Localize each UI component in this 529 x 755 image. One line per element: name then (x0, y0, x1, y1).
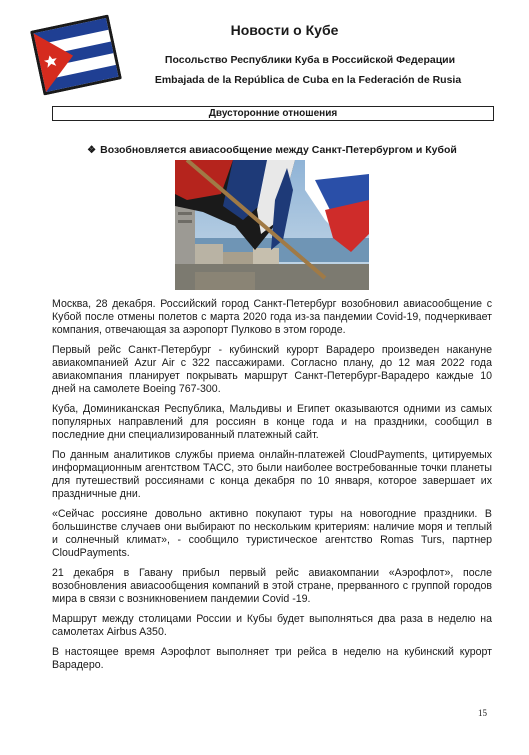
article-body (52, 298, 492, 679)
article-heading-text: Возобновляется авиасообщение между Санкт-Петербургом и Кубой (100, 144, 457, 156)
embassy-name-ru: Посольство Республики Куба в Российской Федерации (164, 54, 456, 66)
paragraph-6: 21 декабря в Гавану прибыл первый рейс авиакомпании «Аэрофлот», после возобновления авиасообщения компаний в этой стране, прерванного с группой городов мира в связи с возникновением пандемии Covid -19. (52, 567, 492, 605)
page-title: Новости о Кубе (230, 22, 339, 38)
paragraph-7: Маршрут между столицами России и Кубы будет выполняться два раза в неделю на самолетах Airbus A350. (52, 613, 492, 638)
paragraph-5: «Сейчас россияне довольно активно покупают туры на новогодние праздники. В большинстве случаев они выбирают по нескольким критериям: наличие моря и теплый и солнечный климат», - сообщило туристическое агентство Romas Turs, партнер CloudPayments. (52, 508, 492, 559)
flags-over-havana-photo (175, 160, 369, 290)
section-label: Двусторонние отношения (52, 106, 494, 121)
article-heading (52, 144, 492, 156)
paragraph-3: Куба, Доминиканская Республика, Мальдивы и Египет оказываются одними из самых популярных направлений для россиян в конце года и на праздники, сообщил в последние дни специализированный платежный сайт. (52, 403, 492, 441)
paragraph-1: Москва, 28 декабря. Российский город Санкт-Петербург возобновил авиасообщение с Кубой после отмены полетов с марта 2020 года из-за пандемии Covid-19, подчеркивает компания, отвечающая за аэропорт Пулково в этом городе. (52, 298, 492, 336)
paragraph-4: По данным аналитиков службы приема онлайн-платежей CloudPayments, цитируемых информационным агентством ТАСС, это были наиболее востребованные точки планеты для путешествий россиянами с конца декабря по 10 января, которое завершает их праздничные дни. (52, 449, 492, 500)
embassy-name-es: Embajada de la República de Cuba en la Federación de Rusia (154, 74, 462, 86)
page-number: 15 (478, 708, 487, 718)
diamond-bullet-icon: ❖ (87, 145, 97, 156)
paragraph-2: Первый рейс Санкт-Петербург - кубинский курорт Варадеро произведен накануне авиакомпанией Azur Air с 322 пассажирами. Согласно плану, до 12 мая 2022 года авиакомпания планирует покрывать маршрут Санкт-Петербург-Варадеро каждые 10 дней на самолете Boeing 767-300. (52, 344, 492, 395)
paragraph-8: В настоящее время Аэрофлот выполняет три рейса в неделю на кубинский курорт Варадеро. (52, 646, 492, 671)
